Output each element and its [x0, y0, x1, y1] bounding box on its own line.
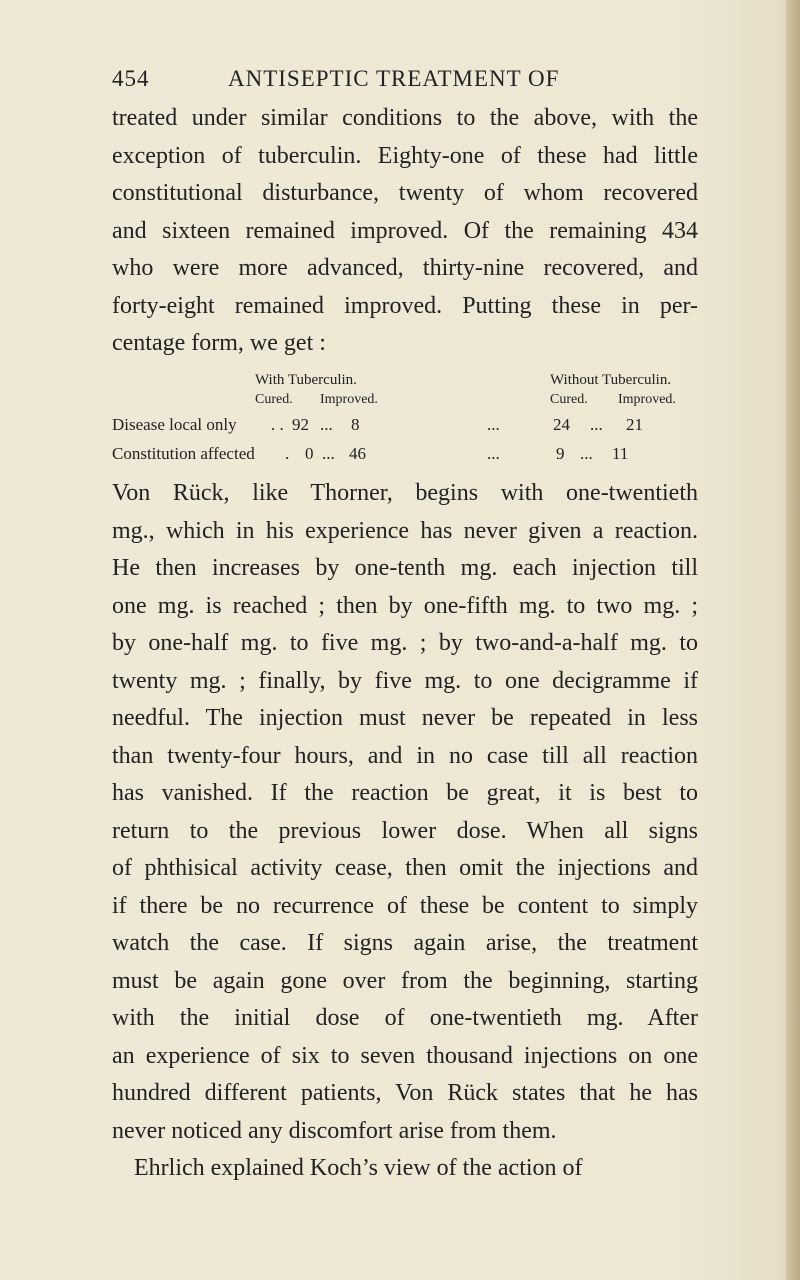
row-label: Constitution affected [112, 444, 255, 463]
row-leader: . . [271, 415, 284, 434]
table-leader: ... [322, 444, 335, 463]
table-cell: 21 [626, 415, 643, 434]
table-cell: 24 [553, 415, 570, 434]
table-cell: 0 [305, 444, 314, 463]
text-line: hundred different patients, Von Rück states that he has [112, 1080, 698, 1106]
table-leader: ... [320, 415, 333, 434]
text-line: with the initial dose of one-twentieth mg. After [112, 1005, 698, 1031]
text-line: forty-eight remained improved. Putting these in per- [112, 292, 698, 319]
text-line: watch the case. If signs again arise, the treatment [112, 930, 698, 956]
text-line: never noticed any discomfort arise from them. [112, 1117, 557, 1144]
text-line: if there be no recurrence of these be content to simply [112, 892, 698, 919]
column-header-cured: Cured. [550, 392, 588, 407]
table-cell: 46 [349, 444, 366, 463]
text-line: mg., which in his experience has never given a reaction. [112, 517, 698, 544]
text-line: has vanished. If the reaction be great, it is best to [112, 780, 698, 806]
table-cell: 9 [556, 444, 565, 463]
text-line: return to the previous lower dose. When all signs [112, 817, 698, 844]
text-line: treated under similar conditions to the above, with the [112, 105, 698, 131]
text-line: exception of tuberculin. Eighty-one of these had little [112, 142, 698, 169]
results-table [112, 372, 712, 472]
text-line: needful. The injection must never be repeated in less [112, 705, 698, 731]
table-cell: 8 [351, 415, 360, 434]
table-cell: 11 [612, 444, 629, 463]
text-line: must be again gone over from the beginning, starting [112, 967, 698, 994]
text-line: by one-half mg. to five mg. ; by two-and-a-half mg. to [112, 630, 698, 656]
table-leader: ... [580, 444, 593, 463]
text-line: and sixteen remained improved. Of the remaining 434 [112, 217, 698, 244]
table-leader: ... [590, 415, 603, 434]
column-header-improved: Improved. [618, 392, 676, 407]
page-header [112, 66, 712, 96]
text-line: constitutional disturbance, twenty of whom recovered [112, 180, 698, 206]
column-header-improved: Improved. [320, 392, 378, 407]
text-line: centage form, we get : [112, 330, 326, 356]
text-line: Ehrlich explained Koch’s view of the action of [134, 1155, 583, 1181]
paragraph-1 [112, 100, 698, 363]
text-line: of phthisical activity cease, then omit the injections and [112, 855, 698, 881]
table-leader: ... [487, 415, 500, 434]
text-line: Von Rück, like Thorner, begins with one-twentieth [112, 480, 698, 506]
text-line: one mg. is reached ; then by one-fifth mg. to two mg. ; [112, 592, 698, 619]
column-header-cured: Cured. [255, 392, 293, 407]
paragraph-2 [112, 475, 698, 1188]
text-line: than twenty-four hours, and in no case till all reaction [112, 742, 698, 769]
table-leader: ... [487, 444, 500, 463]
table-cell: 92 [292, 415, 309, 434]
text-line: twenty mg. ; finally, by five mg. to one decigramme if [112, 667, 698, 694]
text-line: He then increases by one-tenth mg. each injection till [112, 555, 698, 581]
column-group-without-tuberculin: Without Tuberculin. [550, 372, 672, 388]
page-number: 454 [112, 66, 150, 91]
row-leader: . [285, 444, 290, 463]
page-edge [786, 0, 800, 1280]
text-line: who were more advanced, thirty-nine recovered, and [112, 255, 698, 281]
text-line: an experience of six to seven thousand injections on one [112, 1042, 698, 1069]
row-label: Disease local only [112, 415, 237, 434]
running-title: ANTISEPTIC TREATMENT OF [228, 66, 560, 91]
column-group-with-tuberculin: With Tuberculin. [255, 372, 357, 388]
